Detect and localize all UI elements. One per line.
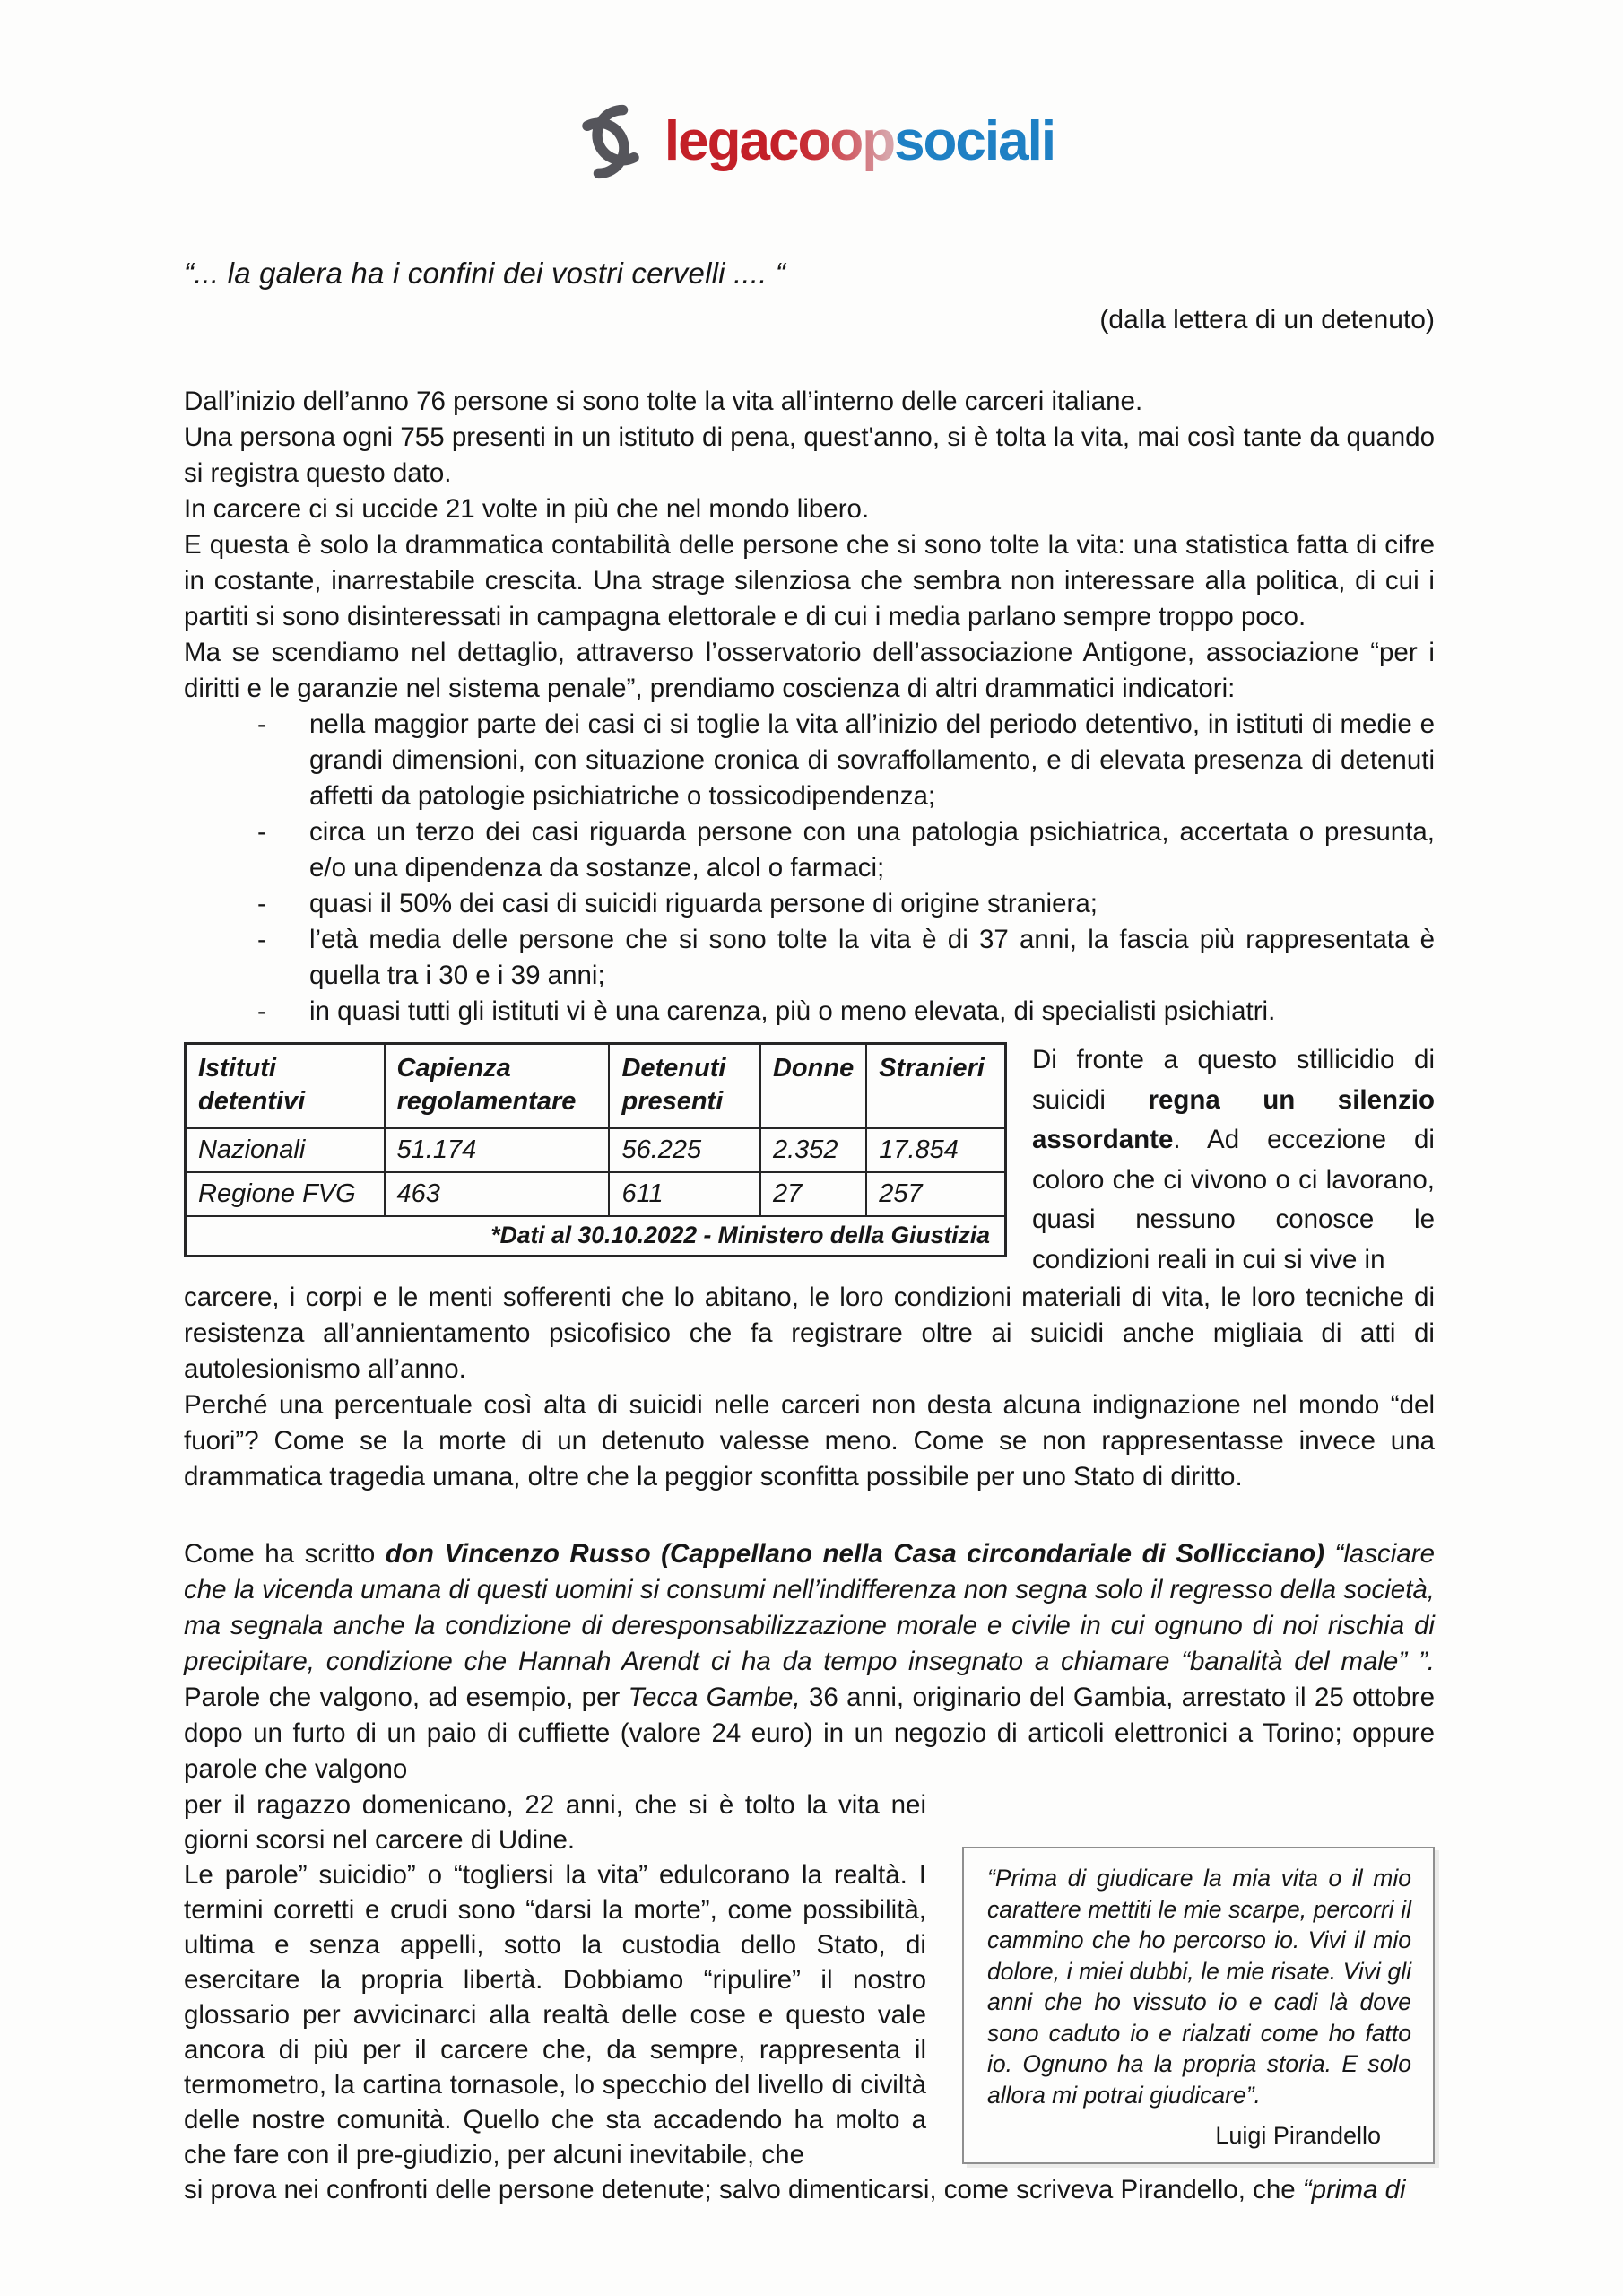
- list-item: - in quasi tutti gli istituti vi è una carenza, più o meno elevata, di specialisti psichiatri.: [309, 994, 1435, 1030]
- cell-value: 51.174: [385, 1128, 610, 1172]
- col-header-detenuti: Detenuti presenti: [609, 1044, 760, 1129]
- legacoop-knot-icon: [564, 95, 657, 188]
- cell-value: 257: [866, 1172, 1005, 1216]
- col-header-istituti: Istituti detentivi: [186, 1044, 385, 1129]
- paragraph-udine: per il ragazzo domenicano, 22 anni, che si è tolto la vita nei giorni scorsi nel carcere di Udine.: [184, 1790, 926, 1855]
- table-row: [186, 1128, 1006, 1172]
- paragraph-perche: Perché una percentuale così alta di suicidi nelle carceri non desta alcuna indignazione nel mondo “del fuori”? Come se la morte di un detenuto valesse meno. Come se non rappresentasse invece una drammatica tragedia umana, oltre che la peggior sconfitta possibile per uno Stato di diritto.: [184, 1390, 1435, 1492]
- paragraph-ratio: Una persona ogni 755 presenti in un istituto di pena, quest'anno, si è tolta la vita, mai così tante da quando si registra questo dato.: [184, 422, 1435, 488]
- logo-word-legacoop: legacoop: [664, 110, 895, 172]
- row-label-nazionali: Nazionali: [186, 1128, 385, 1172]
- table-note-row: [186, 1216, 1006, 1257]
- table-header-row: [186, 1044, 1006, 1129]
- cell-value: 56.225: [609, 1128, 760, 1172]
- paragraph-suicides-count: Dall’inizio dell’anno 76 persone si sono tolte la vita all’interno delle carceri italiane.: [184, 387, 1143, 416]
- pirandello-attribution: Luigi Pirandello: [1215, 2122, 1381, 2149]
- table-section: [184, 1042, 1435, 1280]
- paragraph-russo: Come ha scritto don Vincenzo Russo (Cappellano nella Casa circondariale di Sollicciano) “lasciare che la vicenda umana di questi uomini si consumi nell’indifferenza non segna solo il regresso della società, ma segnala anche la condizione di deresponsabilizzazione morale e civile in cui ognuno di noi rischia di precipitare, condizione che Hannah Arendt ci ha da tempo insegnato a chiamare “banalità del male” ”. Parole che valgono, ad esempio, per Tecca Gambe, 36 anni, originario del Gambia, arrestato il 25 ottobre dopo un furto di un paio di cuffiette (valore 24 euro) in un negozio di articoli elettronici a Torino; oppure parole che valgono: [184, 1539, 1435, 1784]
- indicator-list: [184, 707, 1435, 1030]
- cell-value: 463: [385, 1172, 610, 1216]
- paragraph-antigone: Ma se scendiamo nel dettaglio, attraverso l’osservatorio dell’associazione Antigone, associazione “per i diritti e le garanzie nel sistema penale”, prendiamo coscienza di altri drammatici indicatori:: [184, 638, 1435, 703]
- paragraph-statistics: E questa è solo la drammatica contabilità delle persone che si sono tolte la vita: una statistica fatta di cifre in costante, inarrestabile crescita. Una strage silenziosa che sembra non interessare alla politica, di cui i partiti si sono disinteressati in campagna elettorale e di cui i media parlano sempre troppo poco.: [184, 530, 1435, 631]
- two-column-section: [184, 1787, 1435, 2172]
- list-item: - l’età media delle persone che si sono tolte la vita è di 37 anni, la fascia più rappresentata è quella tra i 30 e i 39 anni;: [309, 922, 1435, 994]
- right-column: [926, 1787, 1435, 2164]
- closing-line: si prova nei confronti delle persone detenute; salvo dimenticarsi, come scriveva Pirandello, che “prima di: [184, 2175, 1406, 2205]
- logo-wordmark: [664, 110, 1055, 172]
- opening-quote-attribution: (dalla lettera di un detenuto): [1099, 305, 1435, 335]
- left-column: [184, 1787, 926, 2172]
- pirandello-quote: “Prima di giudicare la mia vita o il mio carattere mettiti le mie scarpe, percorri il cammino che ho percorso io. Vivi il mio dolore, i miei dubbi, le mie risate. Vivi gli anni che ho vissuto io e cadi là dove sono caduto io e rialzati come ho fatto io. Ognuno ha la propria storia. E solo allora mi potrai giudicare”.: [987, 1865, 1411, 2109]
- paragraph-le-parole: Le parole” suicidio” o “togliersi la vita” edulcorano la realtà. I termini corretti e crudi sono “darsi la morte”, come possibilità, ultima e senza appelli, sotto la custodia dello Stato, di esercitare la propria libertà. Dobbiamo “ripulire” il nostro glossario per avvicinarci alla realtà delle cose e questo vale ancora di più per il carcere che, da sempre, rappresenta il termometro, la cartina tornasole, lo specchio del livello di civiltà delle nostre comunità. Quello che sta accadendo ha molto a che fare con il pre-giudizio, per alcuni inevitabile, che: [184, 1860, 926, 2170]
- list-item: - nella maggior parte dei casi ci si toglie la vita all’inizio del periodo detentivo, in istituti di medie e grandi dimensioni, con situazione cronica di sovraffollamento, e di elevata presenza di detenuti affetti da patologie psichiatriche o tossicodipendenza;: [309, 707, 1435, 814]
- paragraph-21-times: In carcere ci si uccide 21 volte in più che nel mondo libero.: [184, 494, 870, 524]
- pirandello-quote-box: [962, 1847, 1435, 2164]
- table-source-note: *Dati al 30.10.2022 - Ministero della Giustizia: [186, 1216, 1006, 1257]
- cell-value: 17.854: [866, 1128, 1005, 1172]
- paragraph-carcere-continuation: carcere, i corpi e le menti sofferenti che lo abitano, le loro condizioni materiali di vita, le loro tecniche di resistenza all’annientamento psicofisico che fa registrare oltre ai suicidi anche migliaia di atti di autolesionismo all’anno.: [184, 1283, 1435, 1384]
- cell-value: 2.352: [760, 1128, 866, 1172]
- col-header-donne: Donne: [760, 1044, 866, 1129]
- cell-value: 611: [609, 1172, 760, 1216]
- prison-statistics-table: [184, 1042, 1007, 1257]
- cell-value: 27: [760, 1172, 866, 1216]
- row-label-regione-fvg: Regione FVG: [186, 1172, 385, 1216]
- opening-quote: “... la galera ha i confini dei vostri cervelli .... “: [184, 257, 786, 290]
- logo-word-sociali: sociali: [894, 110, 1055, 172]
- paragraph-beside-table: Di fronte a questo stillicidio di suicidi regna un silenzio assordante. Ad eccezione di coloro che ci vivono o ci lavorano, quasi nessuno conosce le condizioni reali in cui si vive in: [1032, 1045, 1435, 1274]
- list-item: - quasi il 50% dei casi di suicidi riguarda persone di origine straniera;: [309, 886, 1435, 922]
- col-header-capienza: Capienza regolamentare: [385, 1044, 610, 1129]
- logo: [184, 0, 1435, 188]
- table-row: [186, 1172, 1006, 1216]
- spacer: [184, 1495, 1435, 1536]
- col-header-stranieri: Stranieri: [866, 1044, 1005, 1129]
- body-text: [184, 384, 1435, 2208]
- list-item: - circa un terzo dei casi riguarda persone con una patologia psichiatrica, accertata o presunta, e/o una dipendenza da sostanze, alcol o farmaci;: [309, 814, 1435, 886]
